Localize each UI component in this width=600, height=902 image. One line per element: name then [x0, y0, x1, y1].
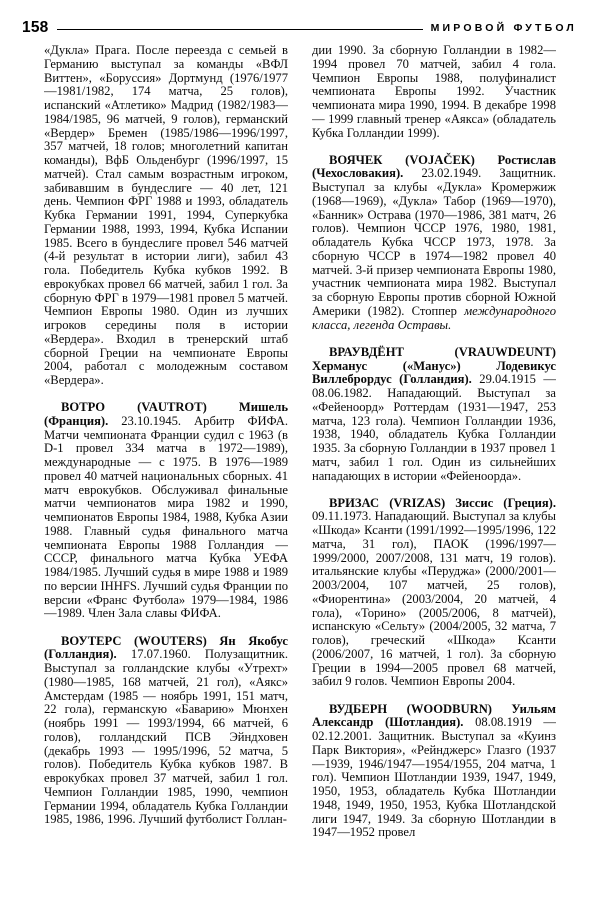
- left-column: [44, 44, 288, 896]
- entry-body-italic: международного класса, легенда Остравы.: [312, 303, 556, 332]
- entry-body: 23.02.1949. Защитник. Выступал за клубы «Дукла» Кромержиж (1968—1969), «Дукла» Табор (1969—1970), «Банник» Острава (1970—1986, 381 матч, 26 голов). Чемпион ЧССР 1976, 1980, 1981, обладатель Кубка ЧССР 1973, 1978. За сборную ЧССР в 1974—1982 провел 40 матчей. 3-й призер чемпионата Европы 1980, участник чемпионата мира 1982. Выступал за сборную Европы против сборной Южной Америки (1982). Стоппер: [312, 166, 556, 318]
- entry-headword: ВОУТЕРС (WOUTERS) Ян Якобус (Голландия).: [44, 633, 288, 662]
- entry-woodburn: [312, 703, 556, 841]
- header-rule: [57, 29, 422, 30]
- entry-headword: ВОЯЧЕК (VOJAČEK) Ростислав (Чехословакия).: [312, 152, 556, 181]
- entry-body: 08.08.1919 — 02.12.2001. Защитник. Выступал за «Куинз Парк Виктория», «Рейнджерс» Глазго (1937—1939, 1946/1947—1954/1955, 204 матча, 1 гол). Чемпион Шотландии 1939, 1947, 1949, 1950, 1953, обладатель Кубка Шотландии 1948, 1949, 1950, 1953, Кубка Шотландской лиги 1947, 1949. За сборную Шотландии в 1947—1952 провел: [312, 715, 556, 840]
- entry-body: 23.10.1945. Арбитр ФИФА. Матчи чемпионата Франции судил с 1963 (в D-1 провел 334 матча в 1972—1989), международные — с 1975. В 1976—1989 провел 40 матчей национальных сборных. 41 матч еврокубков. Обслуживал финальные матчи чемпионатов мира 1982 и 1990, чемпионатов Европы 1984, 1988, Кубка Азии 1988. Главный судья финального матча чемпионата Европы 1988 Голландия — СССР, финального матча Кубка УЕФА 1984/1985. Лучший судья в мире 1988 и 1989 по версии IHHFS. Лучший судья Франции по версии «Франс Футбола» 1979—1984, 1986—1989. Член Зала славы ФИФА.: [44, 413, 288, 621]
- entry-body: 17.07.1960. Полузащитник. Выступал за голландские клубы «Утрехт» (1980—1985, 168 матчей, 21 гол), «Аякс» Амстердам (1985 — ноябрь 1991, 151 матч, 22 гола), германскую «Баварию» Мюнхен (ноябрь 1991 — 1993/1994, 66 матчей, 6 голов), голландский ПСВ Эйндховен (декабрь 1993 — 1995/1996, 52 матча, 5 голов). Победитель Кубка кубков 1987. В еврокубках провел 37 матчей, забил 1 гол. Чемпион Голландии 1985, 1990, чемпион Германии 1994, обладатель Кубка Голландии 1985, 1986, 1996. Лучший футболист Голлан-: [44, 647, 288, 827]
- entry-headword: ВОТРО (VAUTROT) Мишель (Франция).: [44, 400, 288, 428]
- entry-vrauwdeunt: [312, 346, 556, 484]
- entry-vautrot: [44, 401, 288, 621]
- text-columns: [44, 44, 556, 896]
- paragraph-continuation: дии 1990. За сборную Голландии в 1982—1994 провел 70 матчей, забил 4 гола. Чемпион Европы 1988, полуфиналист чемпионата Европы 1992. Участник чемпионата мира 1990, 1994. В декабре 1998 — 1999 главный тренер «Аякса» (обладатель Кубка Голландии 1999).: [312, 44, 556, 140]
- entry-body: 09.11.1973. Нападающий. Выступал за клубы «Шкода» Ксанти (1991/1992—1995/1996, 122 матча, 31 гол), ПАОК (1996/1997—1999/2000, 2007/2008, 131 матч, 19 голов). итальянские клубы «Перуджа» (2000/2001—2003/2004, 107 матчей, 25 голов), «Фиорентина» (2003/2004, 20 матчей, 4 гола), «Торино» (2005/2006, 8 матчей), испанскую «Сельту» (2004/2005, 32 матча, 7 голов), греческий «Шкода» Ксанти (2006/2007, 16 матчей, 1 гол). За сборную Греции в 1994—2005 провел 68 матчей, забил 9 голов. Чемпион Европы 2004.: [312, 509, 556, 689]
- entry-headword: ВРАУВДЁНТ (VRAUWDEUNT) Херманус («Манус») Лодевикус Виллебрордус (Голландия).: [312, 344, 556, 387]
- entry-vojacek: [312, 154, 556, 333]
- entry-wouters: [44, 635, 288, 828]
- entry-headword: ВРИЗАС (VRIZAS) Зиссис (Греция).: [329, 495, 556, 510]
- running-head: [22, 16, 578, 40]
- entry-vrizas: [312, 497, 556, 690]
- page-number: 158: [22, 19, 49, 37]
- entry-headword: ВУДБЕРН (WOODBURN) Уильям Александр (Шотландия).: [312, 701, 556, 730]
- paragraph-continuation: «Дукла» Прага. После переезда с семьей в Германию выступал за команды «ВФЛ Виттен», «Боруссия» Дортмунд (1976/1977—1981/1982, 174 матча, 25 голов), испанский «Атлетико» Мадрид (1982/1983—1984/1985, 96 матчей, 9 голов), германский «Вердер» Бремен (1985/1986—1996/1997, 357 матчей, 18 голов; многолетний капитан команды), ВфБ Ольденбург (1996/1997, 15 матчей). Стал самым возрастным игроком, забивавшим в бундеслиге — 40 лет, 121 день. Чемпион ФРГ 1988 и 1993, обладатель Кубка Германии 1991, 1994, Суперкубка Германии 1988, 1993, 1994, Кубка Испании 1985. Всего в бундеслиге провел 546 матчей (4-й результат в истории лиги), забил 43 гола. Победитель Кубка кубков 1992. В еврокубках провел 66 матчей, забил 1 гол. За сборную ФРГ в 1979—1981 провел 5 матчей. Чемпион Европы 1980. Один из лучших игроков середины поля в истории «Вердера». Входил в тренерский штаб сборной Греции на чемпионате Европы 2004, работал с молодежным составом «Вердера».: [44, 44, 288, 387]
- right-column: [312, 44, 556, 896]
- book-title: МИРОВОЙ ФУТБОЛ: [430, 21, 577, 34]
- entry-body: 29.04.1915 — 08.06.1982. Нападающий. Выступал за «Фейеноорд» Роттердам (1931—1947, 253 матча, 123 гола). Чемпион Голландии 1936, 1938, 1940, обладатель Кубка Голландии 1935. За сборную Голландии в 1937 провел 1 матч, забил 1 гол. Один из сильнейших нападающих в истории «Фейеноорда».: [312, 372, 556, 483]
